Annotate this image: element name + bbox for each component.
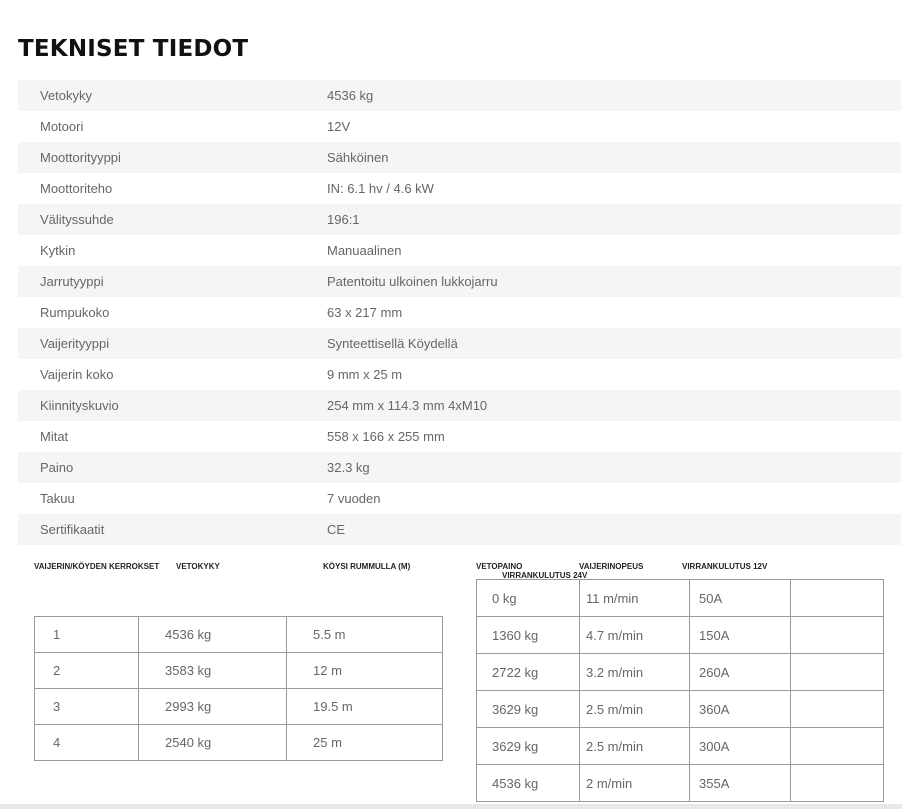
spec-label: Vaijerin koko bbox=[40, 367, 114, 382]
spec-row bbox=[18, 111, 901, 142]
table-row bbox=[477, 617, 884, 654]
spec-value: 63 x 217 mm bbox=[327, 305, 403, 320]
spec-row bbox=[18, 142, 901, 173]
table-cell bbox=[791, 765, 884, 802]
spec-row bbox=[18, 390, 901, 421]
table-cell: 2540 kg bbox=[139, 725, 287, 761]
table-row bbox=[477, 765, 884, 802]
table-cell bbox=[791, 617, 884, 654]
perf-header-current-24v: VIRRANKULUTUS 24V bbox=[502, 571, 588, 580]
spec-value: 4536 kg bbox=[327, 88, 374, 103]
spec-row bbox=[18, 266, 901, 297]
perf-header-current-12v: VIRRANKULUTUS 12V bbox=[682, 562, 768, 571]
table-cell: 300A bbox=[690, 728, 791, 765]
table-row bbox=[477, 691, 884, 728]
spec-value: IN: 6.1 hv / 4.6 kW bbox=[327, 181, 434, 196]
spec-row bbox=[18, 173, 901, 204]
table-cell: 260A bbox=[690, 654, 791, 691]
spec-label: Paino bbox=[40, 460, 74, 475]
spec-label: Takuu bbox=[40, 491, 75, 506]
table-cell: 5.5 m bbox=[287, 617, 443, 653]
spec-row bbox=[18, 297, 901, 328]
table-cell bbox=[791, 580, 884, 617]
table-row bbox=[477, 728, 884, 765]
table-cell bbox=[791, 654, 884, 691]
table-cell: 360A bbox=[690, 691, 791, 728]
spec-label: Vetokyky bbox=[40, 88, 93, 103]
performance-table bbox=[476, 579, 884, 802]
spec-row bbox=[18, 421, 901, 452]
spec-label: Kiinnityskuvio bbox=[40, 398, 119, 413]
spec-table bbox=[18, 80, 901, 545]
table-row bbox=[477, 654, 884, 691]
table-row bbox=[35, 725, 443, 761]
table-cell: 2 bbox=[35, 653, 139, 689]
spec-label: Moottoriteho bbox=[40, 181, 113, 196]
page-title: TEKNISET TIEDOT bbox=[18, 36, 249, 62]
table-row bbox=[35, 689, 443, 725]
table-cell: 355A bbox=[690, 765, 791, 802]
spec-label: Motoori bbox=[40, 119, 84, 134]
spec-value: Manuaalinen bbox=[327, 243, 402, 258]
table-cell: 4536 kg bbox=[477, 765, 580, 802]
table-cell: 1360 kg bbox=[477, 617, 580, 654]
spec-label: Rumpukoko bbox=[40, 305, 110, 320]
spec-value: Synteettisellä Köydellä bbox=[327, 336, 458, 351]
spec-label: Välityssuhde bbox=[40, 212, 114, 227]
table-cell: 3629 kg bbox=[477, 728, 580, 765]
spec-row bbox=[18, 235, 901, 266]
table-cell: 2.5 m/min bbox=[580, 691, 690, 728]
perf-header-speed: VAIJERINOPEUS bbox=[579, 562, 644, 571]
table-cell: 3629 kg bbox=[477, 691, 580, 728]
table-cell: 4 bbox=[35, 725, 139, 761]
table-cell bbox=[791, 691, 884, 728]
spec-row bbox=[18, 328, 901, 359]
spec-row bbox=[18, 452, 901, 483]
table-cell: 12 m bbox=[287, 653, 443, 689]
table-cell: 3 bbox=[35, 689, 139, 725]
layers-header-rope: KÖYSI RUMMULLA (M) bbox=[323, 562, 411, 571]
table-cell: 25 m bbox=[287, 725, 443, 761]
layers-table bbox=[34, 616, 443, 761]
spec-label: Kytkin bbox=[40, 243, 76, 258]
spec-row bbox=[18, 359, 901, 390]
spec-row bbox=[18, 514, 901, 545]
spec-row bbox=[18, 483, 901, 514]
spec-value: 558 x 166 x 255 mm bbox=[327, 429, 445, 444]
spec-value: 12V bbox=[327, 119, 351, 134]
table-cell: 1 bbox=[35, 617, 139, 653]
page-bottom-edge bbox=[0, 804, 902, 809]
spec-value: Sähköinen bbox=[327, 150, 389, 165]
table-cell bbox=[791, 728, 884, 765]
spec-label: Vaijerityyppi bbox=[40, 336, 110, 351]
table-row bbox=[35, 653, 443, 689]
spec-value: 9 mm x 25 m bbox=[327, 367, 403, 382]
table-row bbox=[35, 617, 443, 653]
spec-row bbox=[18, 204, 901, 235]
table-cell: 11 m/min bbox=[580, 580, 690, 617]
spec-value: Patentoitu ulkoinen lukkojarru bbox=[327, 274, 498, 289]
table-cell: 150A bbox=[690, 617, 791, 654]
table-cell: 19.5 m bbox=[287, 689, 443, 725]
table-cell: 3.2 m/min bbox=[580, 654, 690, 691]
spec-value: 196:1 bbox=[327, 212, 360, 227]
table-cell: 4.7 m/min bbox=[580, 617, 690, 654]
layers-header-layers: VAIJERIN/KÖYDEN KERROKSET bbox=[34, 562, 160, 571]
perf-header-load: VETOPAINO bbox=[476, 562, 523, 571]
table-cell: 2.5 m/min bbox=[580, 728, 690, 765]
table-cell: 50A bbox=[690, 580, 791, 617]
spec-value: 254 mm x 114.3 mm 4xM10 bbox=[327, 398, 488, 413]
spec-label: Jarrutyyppi bbox=[40, 274, 104, 289]
table-cell: 2 m/min bbox=[580, 765, 690, 802]
spec-value: 32.3 kg bbox=[327, 460, 370, 475]
table-cell: 2993 kg bbox=[139, 689, 287, 725]
spec-value: CE bbox=[327, 522, 346, 537]
table-cell: 0 kg bbox=[477, 580, 580, 617]
table-row bbox=[477, 580, 884, 617]
table-cell: 2722 kg bbox=[477, 654, 580, 691]
table-cell: 3583 kg bbox=[139, 653, 287, 689]
spec-value: 7 vuoden bbox=[327, 491, 381, 506]
spec-label: Mitat bbox=[40, 429, 69, 444]
spec-label: Sertifikaatit bbox=[40, 522, 105, 537]
layers-header-pull: VETOKYKY bbox=[176, 562, 220, 571]
spec-row bbox=[18, 80, 901, 111]
spec-label: Moottorityyppi bbox=[40, 150, 121, 165]
table-cell: 4536 kg bbox=[139, 617, 287, 653]
